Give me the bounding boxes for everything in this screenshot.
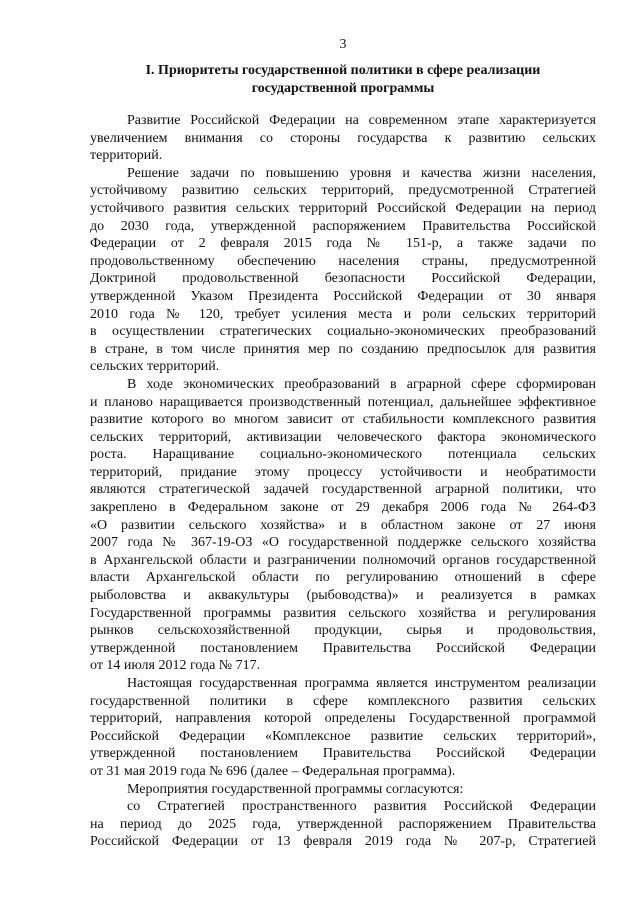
paragraph bbox=[90, 376, 596, 675]
section-title bbox=[90, 62, 596, 98]
paragraph-line: продовольственному обеспечению населения страны, предусмотренной bbox=[90, 253, 596, 269]
page-number: 3 bbox=[339, 37, 347, 52]
paragraph-line: на период до 2025 года, утвержденной распоряжением Правительства bbox=[90, 816, 596, 832]
document-body bbox=[90, 112, 596, 851]
paragraph-line: увеличением внимания со стороны государства к развитию сельских bbox=[90, 130, 596, 146]
document-page bbox=[90, 0, 596, 905]
paragraph-line: рыболовства и аквакультуры (рыбоводства)» и реализуется в рамках bbox=[90, 588, 596, 604]
paragraph-line: территорий, придание этому процессу устойчивости и необратимости bbox=[90, 464, 596, 480]
paragraph-line: Доктриной продовольственной безопасности Российской Федерации, bbox=[90, 271, 596, 287]
paragraph-line: государственной политики в сфере комплексного развития сельских bbox=[90, 693, 596, 709]
paragraph-line: в стране, в том числе принятия мер по созданию предпосылок для развития bbox=[90, 341, 596, 357]
paragraph-line: Государственной программы развития сельского хозяйства и регулирования bbox=[90, 605, 596, 621]
paragraph-line: устойчивого развития сельских территорий Российской Федерации на период bbox=[90, 200, 596, 216]
paragraph-line: со Стратегией пространственного развития Российской Федерации bbox=[127, 799, 596, 815]
paragraph-line: территорий, направления которой определены Государственной программой bbox=[90, 711, 596, 727]
section-title-line-1: I. Приоритеты государственной политики в сфере реализации bbox=[145, 63, 541, 78]
paragraph-line: 2010 года № 120, требует усиления места и роли сельских территорий bbox=[90, 306, 596, 322]
paragraph-line: развитие которого во многом зависит от стабильности комплексного развития bbox=[90, 412, 596, 428]
paragraph bbox=[90, 112, 596, 165]
paragraph-line: в осуществлении стратегических социально-экономических преобразований bbox=[90, 324, 596, 340]
paragraph-line: от 31 мая 2019 года № 696 (далее – Федеральная программа). bbox=[90, 763, 456, 779]
paragraph-line: сельских территорий. bbox=[90, 359, 220, 375]
paragraph-line: сельских территорий, активизации человеческого фактора экономического bbox=[90, 429, 596, 445]
paragraph-line: роста. Наращивание социально-экономического потенциала сельских bbox=[90, 447, 596, 463]
paragraph bbox=[90, 781, 596, 799]
paragraph-line: являются стратегической задачей государственной аграрной политики, что bbox=[90, 482, 596, 498]
paragraph-line: утвержденной Указом Президента Российской Федерации от 30 января bbox=[90, 288, 596, 304]
paragraph-line: «О развитии сельского хозяйства» и в областном законе от 27 июня bbox=[90, 517, 596, 533]
paragraph-line: закреплено в Федеральном законе от 29 декабря 2006 года № 264-ФЗ bbox=[90, 500, 596, 516]
paragraph bbox=[90, 165, 596, 376]
paragraph-line: утвержденной постановлением Правительства Российской Федерации bbox=[90, 640, 596, 656]
paragraph-line: до 2030 года, утвержденной распоряжением Правительства Российской bbox=[90, 218, 596, 234]
paragraph-line: Развитие Российской Федерации на современном этапе характеризуется bbox=[127, 113, 596, 128]
paragraph-line: в Архангельской области и разграничении полномочий органов государственной bbox=[90, 552, 596, 568]
paragraph-line: территорий. bbox=[90, 148, 163, 164]
section-title-line-2: государственной программы bbox=[251, 81, 435, 96]
paragraph-line: утвержденной постановлением Правительства Российской Федерации bbox=[90, 746, 596, 762]
paragraph-line: Российской Федерации от 13 февраля 2019 года № 207-р, Стратегией bbox=[90, 834, 596, 850]
paragraph-line: власти Архангельской области по регулированию отношений в сфере bbox=[90, 570, 596, 586]
paragraph-line: и планово наращивается производственный потенциал, дальнейшее эффективное bbox=[90, 394, 596, 410]
paragraph-line: 2007 года № 367-19-ОЗ «О государственной поддержке сельского хозяйства bbox=[90, 535, 596, 551]
paragraph-line: рынков сельскохозяйственной продукции, сырья и продовольствия, bbox=[90, 623, 596, 639]
paragraph bbox=[90, 675, 596, 781]
paragraph-line: Российской Федерации «Комплексное развитие сельских территорий», bbox=[90, 728, 596, 744]
paragraph-line: В ходе экономических преобразований в аграрной сфере сформирован bbox=[127, 376, 596, 392]
paragraph-line: устойчивому развитию сельских территорий, предусмотренной Стратегией bbox=[90, 183, 596, 199]
paragraph-line: Федерации от 2 февраля 2015 года № 151-р, а также задачи по bbox=[90, 236, 596, 252]
paragraph-line: Решение задачи по повышению уровня и качества жизни населения, bbox=[127, 165, 596, 181]
paragraph-line: от 14 июля 2012 года № 717. bbox=[90, 658, 261, 674]
paragraph-line: Мероприятия государственной программы согласуются: bbox=[127, 781, 464, 797]
paragraph bbox=[90, 798, 596, 851]
paragraph-line: Настоящая государственная программа является инструментом реализации bbox=[127, 676, 596, 691]
